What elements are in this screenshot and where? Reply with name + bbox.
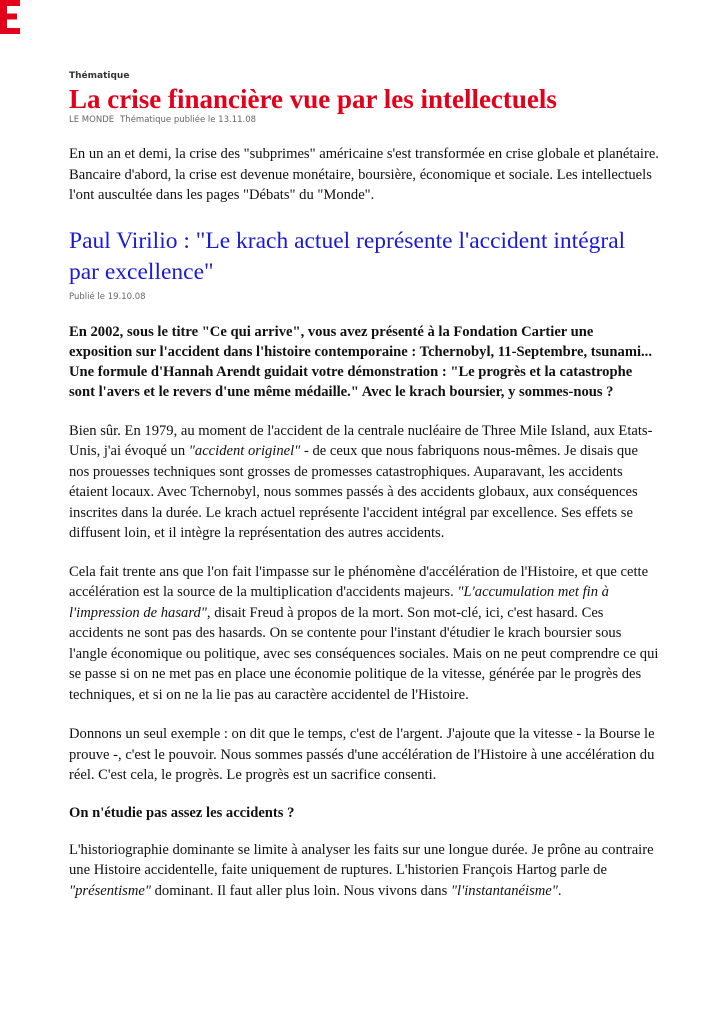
quote-instantaneisme: "l'instantanéisme": [450, 882, 558, 899]
answer-paragraph-2: Cela fait trente ans que l'on fait l'impasse sur le phénomène d'accélération de l'Histoire, et que cette accélération est la source de la multiplication d'accidents majeurs. "L'accumulation met fin à l'impression de hasard", disait Freud à propos de la mort. Son mot-clé, ici, c'est hasard. Ces accidents ne sont pas des hasards. On se contente pour l'instant d'étudier le krach boursier sous l'angle économique ou politique, avec ses conséquences sociales. Mais on ne peut comprendre ce qui se passe si on ne met pas en place une économie politique de la vitesse, générée par le progrès des techniques, et si on ne la lie pas au caractère accidentel de l'Histoire.: [69, 563, 659, 703]
source-label: LE MONDE: [69, 115, 115, 125]
quote-accident-originel: "accident originel": [188, 443, 301, 459]
section-kicker: Thématique: [69, 71, 130, 81]
answer-paragraph-1: Bien sûr. En 1979, au moment de l'accident de la centrale nucléaire de Three Mile Island, aux Etats-Unis, j'ai évoqué un "accident originel" - de ceux que nous fabriquons nous-mêmes. Je disais que nos prouesses techniques sont grosses de promesses catastrophiques. Auparavant, les accidents étaient locaux. Avec Tchernobyl, nous sommes passés à des accidents globaux, aux conséquences inscrites dans la durée. Le krach actuel représente l'accident intégral par excellence. Ses effets se diffusent loin, et il intègre la représentation des autres accidents.: [69, 422, 653, 541]
brand-logo: [0, 0, 22, 34]
interview-question-1: En 2002, sous le titre "Ce qui arrive", vous avez présenté à la Fondation Cartier une exposition sur l'accident dans l'histoire contemporaine : Tchernobyl, 11-Septembre, tsunami... Une formule d'Hannah Arendt guidait votre démonstration : "Le progrès et la catastrophe sont l'avers et le revers d'une même médaille." Avec le krach boursier, y sommes-nous ?: [69, 323, 652, 400]
interview-question-2: On n'étudie pas assez les accidents ?: [69, 804, 295, 821]
quote-presentisme: "présentisme": [69, 882, 151, 899]
publication-date: Thématique publiée le 13.11.08: [120, 115, 257, 125]
answer-paragraph-3: Donnons un seul exemple : on dit que le temps, c'est de l'argent. J'ajoute que la vitesse - la Bourse le prouve -, c'est le pouvoir. Nous sommes passés d'une accélération de l'Histoire à une accélération du réel. C'est cela, le progrès. Le progrès est un sacrifice consenti.: [69, 726, 655, 783]
article-date: Publié le 19.10.08: [69, 291, 146, 302]
publication-meta: [69, 114, 659, 126]
page-content: [69, 70, 659, 901]
page-title: La crise financière vue par les intellectuels: [69, 84, 557, 114]
article-title: Paul Virilio : "Le krach actuel représente l'accident intégral par excellence": [69, 227, 626, 285]
answer-paragraph-4: L'historiographie dominante se limite à analyser les faits sur une longue durée. Je prône au contraire une Histoire accidentelle, faite uniquement de ruptures. L'historien François Hartog parle de "présentisme" dominant. Il faut aller plus loin. Nous vivons dans "l'instantanéisme".: [69, 841, 654, 899]
quote-freud: "L'accumulation met fin à l'impression de hasard": [69, 584, 609, 621]
intro-paragraph: En un an et demi, la crise des "subprimes" américaine s'est transformée en crise globale et planétaire. Bancaire d'abord, la crise est devenue monétaire, boursière, économique et sociale. Les intellectuels l'ont auscultée dans les pages "Débats" du "Monde".: [69, 146, 659, 203]
